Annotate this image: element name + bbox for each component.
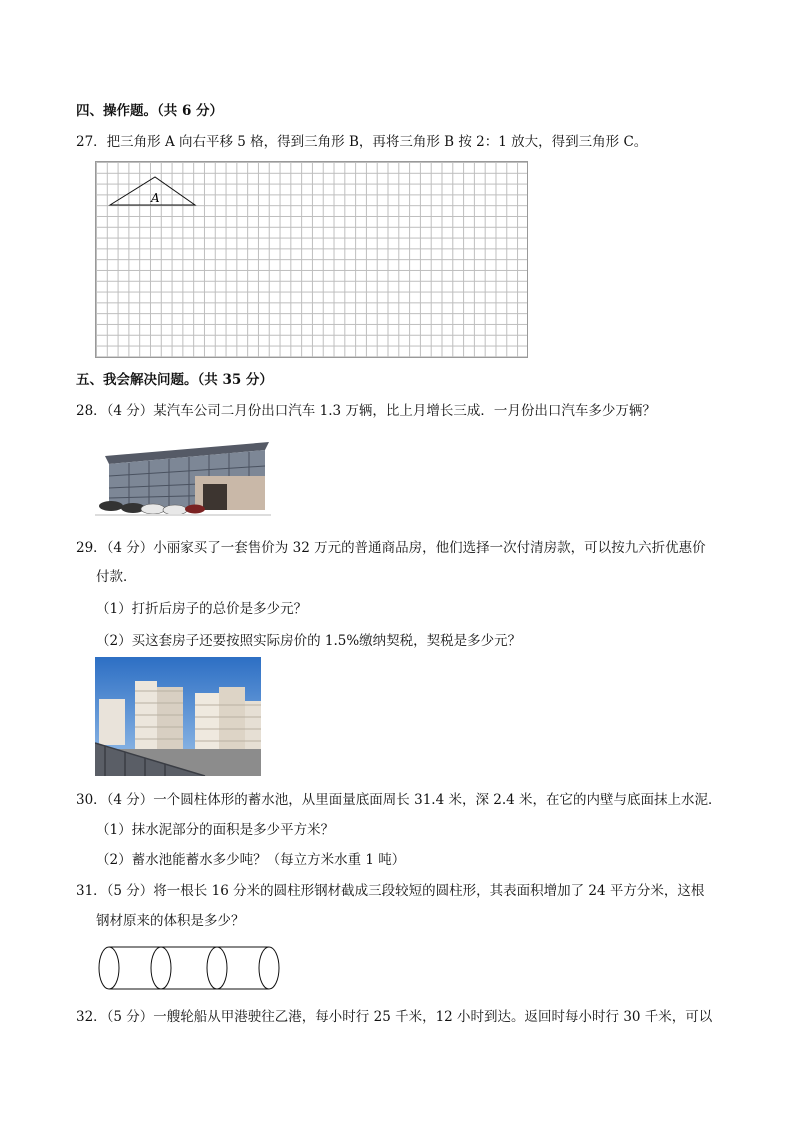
q32-text: 32．（5 分）一艘轮船从甲港驶往乙港，每小时行 25 千米，12 小时到达。返回时每小时行 30 千米，可以 bbox=[76, 1009, 713, 1025]
q30-sub1: （1）抹水泥部分的面积是多少平方米？ bbox=[96, 822, 335, 838]
triangle-a-label: A bbox=[151, 191, 160, 205]
section5-heading: 五、我会解决问题。（共 35 分） bbox=[76, 372, 273, 388]
q29-sub2: （2）买这套房子还要按照实际房价的 1.5%缴纳契税，契税是多少元？ bbox=[96, 633, 522, 649]
q30-text: 30．（4 分）一个圆柱体形的蓄水池，从里面量底面周长 31.4 米，深 2.4 米，在它的内壁与底面抹上水泥． bbox=[76, 792, 722, 808]
grid-paper[interactable] bbox=[95, 161, 528, 358]
q27-text: 27．把三角形 A 向右平移 5 格，得到三角形 B，再将三角形 B 按 2：1 放大，得到三角形 C。 bbox=[76, 134, 648, 150]
q31-line2: 钢材原来的体积是多少？ bbox=[96, 913, 245, 929]
q31-line1: 31．（5 分）将一根长 16 分米的圆柱形钢材截成三段较短的圆柱形，其表面积增加了 24 平方分米，这根 bbox=[76, 883, 705, 899]
q30-sub2: （2）蓄水池能蓄水多少吨？（每立方米水重 1 吨） bbox=[96, 852, 406, 868]
q28-text: 28．（4 分）某汽车公司二月份出口汽车 1.3 万辆，比上月增长三成．一月份出口汽车多少万辆？ bbox=[76, 403, 656, 419]
q29-sub1: （1）打折后房子的总价是多少元？ bbox=[96, 601, 308, 617]
car-showroom-image bbox=[95, 436, 271, 518]
q29-line2: 付款． bbox=[96, 569, 137, 585]
cylinder-diagram bbox=[97, 945, 283, 991]
apartment-buildings-image bbox=[95, 657, 261, 776]
triangle-a-drawing bbox=[96, 162, 529, 359]
section4-heading: 四、操作题。（共 6 分） bbox=[76, 103, 224, 119]
q29-line1: 29．（4 分）小丽家买了一套售价为 32 万元的普通商品房，他们选择一次付清房款，可以按九六折优惠价 bbox=[76, 540, 706, 556]
